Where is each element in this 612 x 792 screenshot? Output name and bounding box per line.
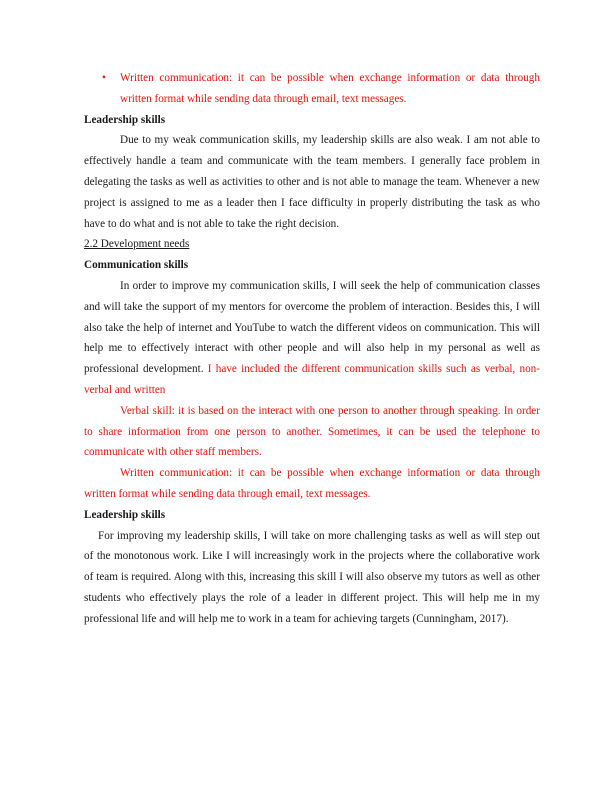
communication-paragraph bbox=[84, 276, 540, 401]
document-page bbox=[84, 68, 540, 630]
written-communication-paragraph: Written communication: it can be possible when exchange information or data through written format while sending data through email, text messages. bbox=[84, 467, 540, 500]
section-title bbox=[84, 234, 540, 255]
leadership-heading-2: Leadership skills bbox=[84, 508, 166, 521]
leadership-paragraph-2: For improving my leadership skills, I will take on more challenging tasks as well as will step out of the monotonous work. Like I will increasingly work in the projects where the collaborative work of team is required. Along with this, increasing this skill I will also observe my tutors as well as other students who effectively plays the role of a leader in different project. This will help me in my professional life and will help me to work in a team for achieving targets (Cunningham, 2017). bbox=[84, 529, 540, 625]
leadership-heading-1: Leadership skills bbox=[84, 113, 166, 126]
verbal-skill-paragraph: Verbal skill: it is based on the interact with one person to another through speaking. In order to share information from one person to another. Sometimes, it can be used the telephone to communicate with other staff members. bbox=[84, 404, 540, 459]
communication-heading: Communication skills bbox=[84, 259, 189, 272]
bullet-written-communication bbox=[84, 68, 540, 110]
communication-body-red: I have included the different communication skills such as verbal, non-verbal and written bbox=[84, 363, 540, 396]
leadership-paragraph-1: Due to my weak communication skills, my leadership skills are also weak. I am not able to effectively handle a team and communicate with the team members. I generally face problem in delegating the tasks as well as activities to other and is not able to manage the team. Whenever a new project is assigned to me as a leader then I face difficulty in properly distributing the task as who have to do what and is not able to take the right decision. bbox=[84, 134, 540, 230]
bullet-text: Written communication: it can be possible when exchange information or data through written format while sending data through email, text messages. bbox=[120, 72, 540, 105]
communication-body-black: In order to improve my communication skills, I will seek the help of communication classes and will take the support of my mentors for overcome the problem of interaction. Besides this, I will also take the help of internet and YouTube to watch the different videos on communication. This will help me to effectively interact with other people and will also help in my personal as well as professional development. bbox=[84, 279, 540, 376]
section-title-text: 2.2 Development needs bbox=[84, 238, 190, 251]
bullet-icon: • bbox=[102, 72, 106, 84]
